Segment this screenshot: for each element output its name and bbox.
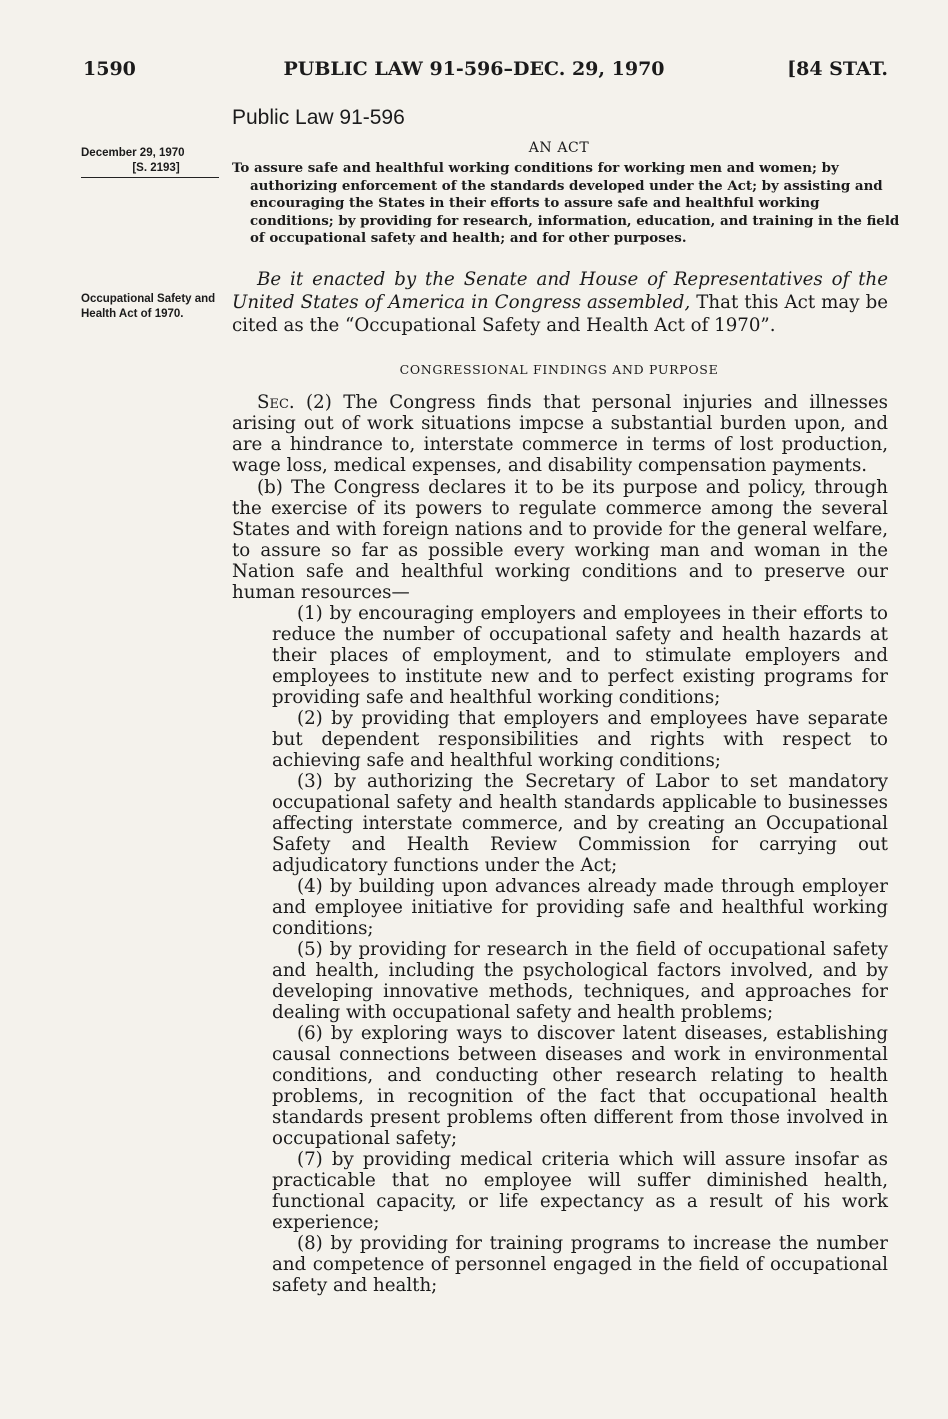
list-item: (7) by providing medical criteria which will assure insofar as practicable that no employee will suffer diminished health, functional capacity, or life expectancy as a result of his work experience; <box>272 1149 888 1233</box>
margin-date: December 29, 1970 <box>81 147 185 159</box>
section-body <box>232 392 888 1296</box>
margin-note-short-title: Occupational Safety and Health Act of 1970. <box>81 293 216 320</box>
list-item: (5) by providing for research in the field of occupational safety and health, including the psychological factors involved, and by developing innovative methods, techniques, and approaches for dealing with occupational safety and health problems; <box>272 939 888 1023</box>
act-heading: AN ACT <box>528 140 590 156</box>
list-item: (4) by building upon advances already made through employer and employee initiative for providing safe and healthful working conditions; <box>272 876 888 939</box>
enacting-formula: Be it enacted by the Senate and House of Representatives of the United States of America in Congress assembled, <box>232 269 888 313</box>
enacting-clause <box>232 268 888 337</box>
running-title: PUBLIC LAW 91-596–DEC. 29, 1970 <box>283 58 665 80</box>
short-title-clause: That this Act may be cited as the “Occupational Safety and Health Act of 1970”. <box>232 292 888 336</box>
page-header <box>0 58 948 88</box>
list-item: (3) by authorizing the Secretary of Labor to set mandatory occupational safety and health standards applicable to businesses affecting interstate commerce, and by creating an Occupational Safety and Health Review Commission for carrying out adjudicatory functions under the Act; <box>272 771 888 876</box>
act-purpose: To assure safe and healthful working conditions for working men and women; by authorizing enforcement of the standards developed under the Act; by assisting and encouraging the States in their efforts to assure safe and healthful working conditions; by providing for research, information, education, and training in the field of occupational safety and health; and for other purposes. <box>232 160 900 246</box>
margin-note-date <box>81 146 219 178</box>
paragraph-a <box>232 392 888 476</box>
section-label: Sec. (2) <box>257 392 332 413</box>
list-item: (1) by encouraging employers and employees in their efforts to reduce the number of occupational safety and health hazards at their places of employment, and to stimulate employers and employees to institute new and to perfect existing programs for providing safe and healthful working conditions; <box>272 603 888 708</box>
margin-bill-number: [S. 2193] <box>81 161 219 178</box>
paragraph-a-text: The Congress finds that personal injuries and illnesses arising out of work situations impcse a substantial burden upon, and are a hindrance to, interstate commerce in terms of lost production, wage loss, medical expenses, and disability compensation payments. <box>232 392 888 476</box>
paragraph-b: (b) The Congress declares it to be its purpose and policy, through the exercise of its powers to regulate commerce among the several States and with foreign nations and to provide for the general welfare, to assure so far as possible every working man and woman in the Nation safe and healthful working conditions and to preserve our human resources— <box>232 477 888 603</box>
bleed-through-mark <box>90 236 200 286</box>
statute-reference: [84 STAT. <box>787 58 888 80</box>
list-item: (8) by providing for training programs to increase the number and competence of personnel engaged in the field of occupational safety and health; <box>272 1233 888 1296</box>
public-law-heading: Public Law 91-596 <box>232 106 405 129</box>
list-item: (2) by providing that employers and employees have separate but dependent responsibilities and rights with respect to achieving safe and healthful working conditions; <box>272 708 888 771</box>
section-heading: CONGRESSIONAL FINDINGS AND PURPOSE <box>399 362 719 377</box>
page-number: 1590 <box>83 58 136 80</box>
purpose-list <box>272 603 888 1296</box>
list-item: (6) by exploring ways to discover latent diseases, establishing causal connections between diseases and work in environmental conditions, and conducting other research relating to health problems, in recognition of the fact that occupational health standards present problems often different from those involved in occupational safety; <box>272 1023 888 1149</box>
